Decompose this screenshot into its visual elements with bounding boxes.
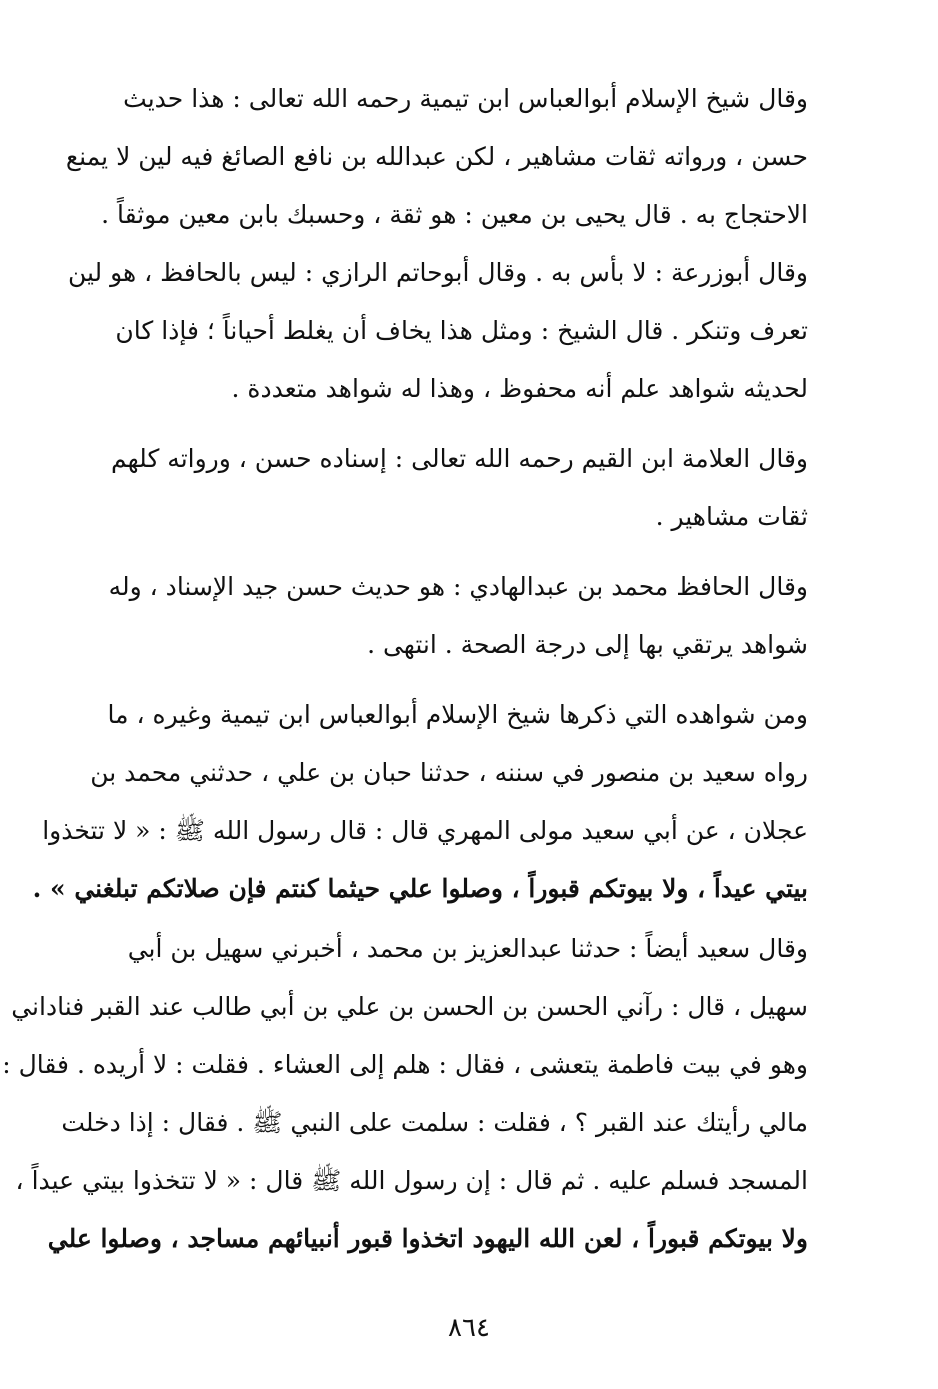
text-line: وقال سعيد أيضاً : حدثنا عبدالعزيز بن محمد ، أخبرني سهيل بن أبي [127,934,808,963]
text-line: لحديثه شواهد علم أنه محفوظ ، وهذا له شواهد متعددة . [231,374,808,403]
text-line: وقال أبوزرعة : لا بأس به . وقال أبوحاتم الرازي : ليس بالحافظ ، هو لين [67,258,808,287]
text-line: وقال العلامة ابن القيم رحمه الله تعالى : إسناده حسن ، ورواته كلهم [111,444,808,473]
text-line: رواه سعيد بن منصور في سننه ، حدثنا حبان بن علي ، حدثني محمد بن [90,758,808,787]
text-line: وهو في بيت فاطمة يتعشى ، فقال : هلم إلى العشاء . فقلت : لا أريده . فقال : [2,1050,808,1079]
text-line: ومن شواهده التي ذكرها شيخ الإسلام أبوالعباس ابن تيمية وغيره ، ما [107,700,808,729]
text-line: عجلان ، عن أبي سعيد مولى المهري قال : قال رسول الله ﷺ : « لا تتخذوا [42,816,808,845]
text-line: حسن ، ورواته ثقات مشاهير ، لكن عبدالله بن نافع الصائغ فيه لين لا يمنع [65,142,808,171]
text-line: ثقات مشاهير . [655,502,808,531]
text-line: وقال الحافظ محمد بن عبدالهادي : هو حديث حسن جيد الإسناد ، وله [108,572,808,601]
text-line: بيتي عيداً ، ولا بيوتكم قبوراً ، وصلوا علي حيثما كنتم فإن صلاتكم تبلغني » . [32,874,808,903]
text-line: شواهد يرتقي بها إلى درجة الصحة . انتهى . [367,630,808,659]
text-line: الاحتجاج به . قال يحيى بن معين : هو ثقة ، وحسبك بابن معين موثقاً . [101,200,808,229]
text-line: سهيل ، قال : رآني الحسن بن الحسن بن علي بن أبي طالب عند القبر فناداني [11,992,808,1021]
text-line: وقال شيخ الإسلام أبوالعباس ابن تيمية رحمه الله تعالى : هذا حديث [123,84,808,113]
body-text [2,84,808,1306]
text-line: مالي رأيتك عند القبر ؟ ، فقلت : سلمت على النبي ﷺ . فقال : إذا دخلت [61,1108,808,1137]
text-line: ولا بيوتكم قبوراً ، لعن الله اليهود اتخذوا قبور أنبيائهم مساجد ، وصلوا علي [47,1224,808,1253]
text-line: تعرف وتنكر . قال الشيخ : ومثل هذا يخاف أن يغلط أحياناً ؛ فإذا كان [115,316,808,345]
page-number: ٨٦٤ [448,1313,490,1343]
text-line: المسجد فسلم عليه . ثم قال : إن رسول الله ﷺ قال : « لا تتخذوا بيتي عيداً ، [15,1166,808,1195]
